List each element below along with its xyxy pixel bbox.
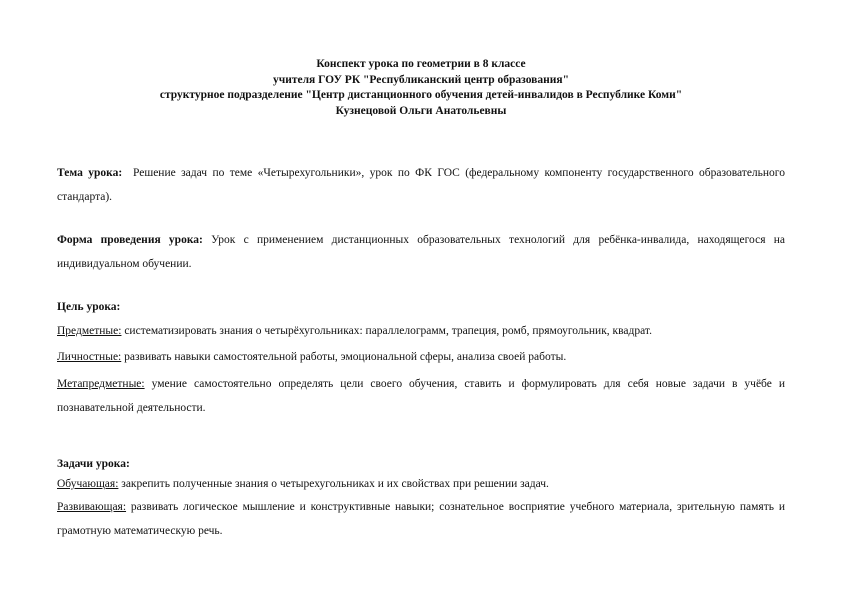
header-subdivision: структурное подразделение "Центр дистанционного обучения детей-инвалидов в Республике Коми" <box>159 89 683 101</box>
header-teacher-name: Кузнецовой Ольги Анатольевны <box>335 104 507 117</box>
task-item-label: Обучающая: <box>57 478 119 490</box>
task-item-teaching <box>57 474 785 495</box>
goal-item-label: Личностные: <box>57 351 122 363</box>
task-item-text: закрепить полученные знания о четырехугольниках и их свойствах при решении задач. <box>121 478 549 490</box>
form-label: Форма проведения урока: <box>57 234 203 246</box>
tasks-heading-text: Задачи урока: <box>57 458 130 470</box>
goal-item-subject <box>57 319 785 343</box>
topic-text: Решение задач по теме «Четырехугольники», урок по ФК ГОС (федеральному компоненту государственного образовательного стандарта). <box>57 167 785 203</box>
task-item-label: Развивающая: <box>57 501 127 513</box>
document-header <box>0 57 842 119</box>
goal-item-text: развивать навыки самостоятельной работы, эмоциональной сферы, анализа своей работы. <box>124 351 567 363</box>
header-title: Конспект урока по геометрии в 8 классе <box>316 58 526 70</box>
goal-item-text: умение самостоятельно определять цели своего обучения, ставить и формулировать для себя новые задачи в учёбе и познавательной деятельности. <box>57 378 786 414</box>
topic-paragraph <box>57 161 785 209</box>
goal-item-label: Предметные: <box>57 325 122 337</box>
form-text: Урок с применением дистанционных образовательных технологий для ребёнка-инвалида, находящегося на индивидуальном обучении. <box>57 234 786 270</box>
goal-item-label: Метапредметные: <box>57 378 145 390</box>
goal-item-personal <box>57 345 785 369</box>
goal-heading <box>57 295 785 319</box>
goal-heading-text: Цель урока: <box>57 301 121 313</box>
task-item-developing <box>57 495 785 543</box>
tasks-heading <box>57 452 785 476</box>
topic-label: Тема урока: <box>57 167 123 179</box>
goal-item-metasubject <box>57 372 785 420</box>
header-teacher-org: учителя ГОУ РК "Республиканский центр образования" <box>272 73 569 86</box>
form-paragraph <box>57 228 785 276</box>
task-item-text: развивать логическое мышление и конструктивные навыки; сознательное восприятие учебного материала, зрительную память и грамотную математическую речь. <box>57 501 786 537</box>
goal-item-text: систематизировать знания о четырёхугольниках: параллелограмм, трапеция, ромб, прямоугольник, квадрат. <box>124 325 652 337</box>
